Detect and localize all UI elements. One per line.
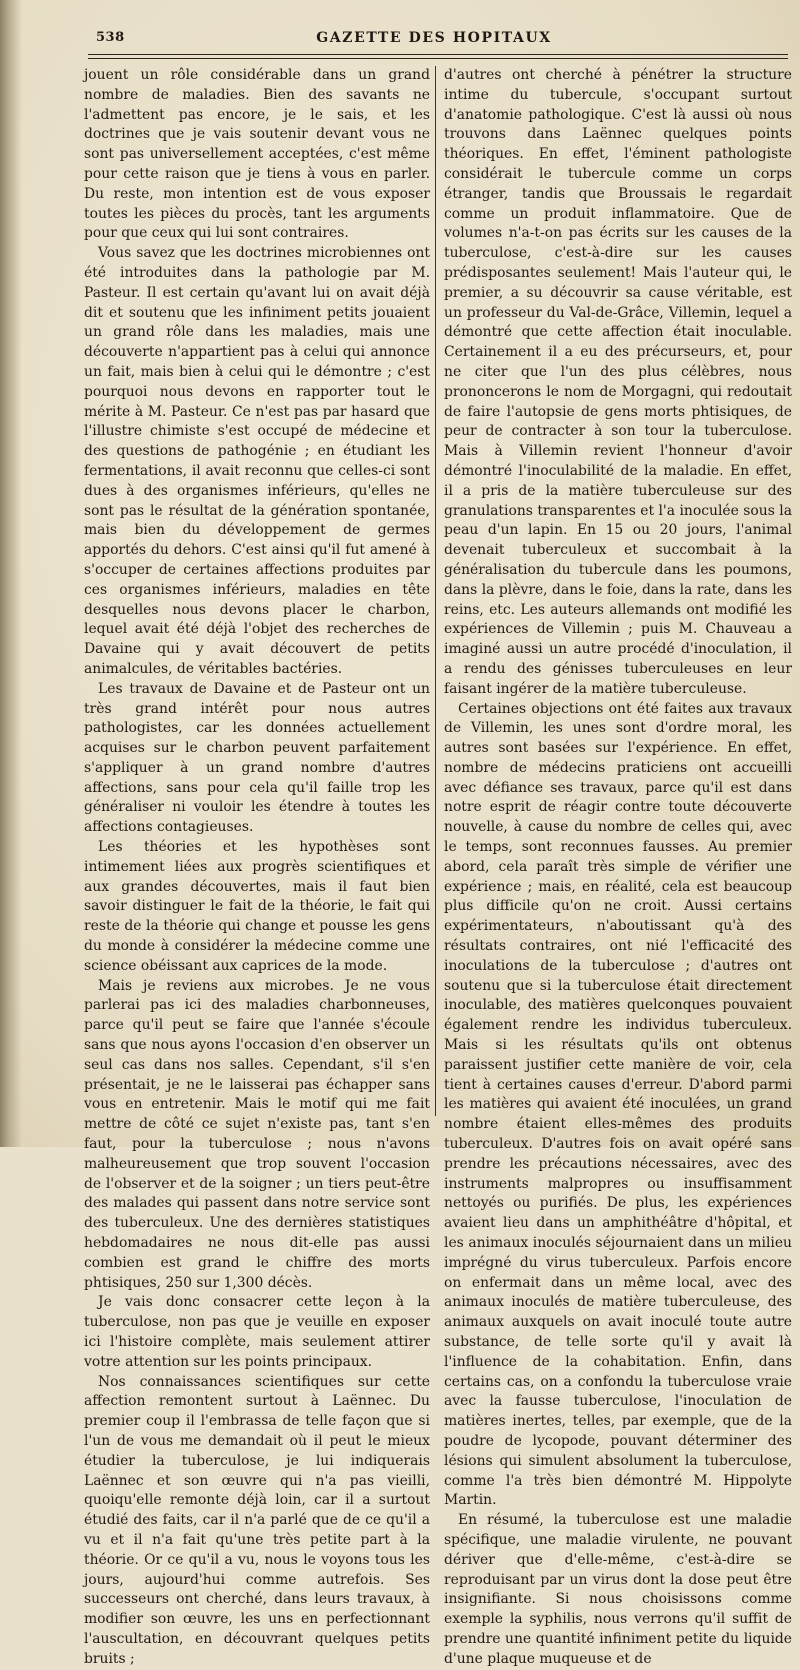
- paragraph: d'autres ont cherché à pénétrer la structure intime du tubercule, s'occupant surtout d'anatomie pathologique. C'est là aussi où nous trouvons dans Laënnec quelques points théoriques. En effet, l'éminent pathologiste considérait le tubercule comme un corps étranger, tandis que Broussais le regardait comme un produit inflammatoire. Que de volumes n'a-t-on pas écrits sur les causes de la tuberculose, c'est-à-dire sur les causes prédisposantes seulement! Mais l'auteur qui, le premier, a su découvrir sa cause véritable, est un professeur du Val-de-Grâce, Villemin, lequel a démontré que cette affection était inoculable. Certainement il a eu des précurseurs, et, pour ne citer que l'un des plus célèbres, nous prononcerons le nom de Morgagni, qui redoutait de faire l'autopsie de gens morts phtisiques, de peur de contracter à son tour la tuberculose. Mais à Villemin revient l'honneur d'avoir démontré l'inoculabilité de la maladie. En effet, il a pris de la matière tuberculeuse sur des granulations transparentes et l'a inoculée sous la peau d'un lapin. En 15 ou 20 jours, l'animal devenait tuberculeux et succombait à la généralisation du tubercule dans les poumons, dans la plèvre, dans le foie, dans la rate, dans les reins, etc. Les auteurs allemands ont modifié les expériences de Villemin ; puis M. Chauveau a imaginé aussi un autre procédé d'inoculation, il a rendu des génisses tuberculeuses en leur faisant ingérer de la matière tuberculeuse.: [444, 67, 792, 697]
- paragraph: jouent un rôle considérable dans un grand nombre de maladies. Bien des savants ne l'admettent pas encore, je le sais, et les doctrines que je vais soutenir devant vous ne sont pas universellement acceptées, c'est même pour cette raison que je tiens à vous en parler. Du reste, mon intention est de vous exposer toutes les pièces du procès, tant les arguments pour que ceux qui lui sont contraires.: [84, 67, 430, 242]
- paragraph: Je vais donc consacrer cette leçon à la tuberculose, non pas que je veuille en exposer ici l'histoire complète, mais seulement attirer votre attention sur les points principaux.: [84, 1294, 430, 1370]
- header-rule: [88, 54, 788, 55]
- column-divider: [435, 66, 436, 1116]
- right-column: [444, 66, 792, 1670]
- paragraph: Les théories et les hypothèses sont intimement liées aux progrès scientifiques et aux grandes découvertes, mais il faut bien savoir distinguer le fait de la théorie, le fait qui reste de la théorie qui change et pousse les gens du monde à considérer la médecine comme une science obéissant aux caprices de la mode.: [84, 839, 430, 974]
- paragraph: En résumé, la tuberculose est une maladie spécifique, une maladie virulente, ne pouvant dériver que d'elle-même, c'est-à-dire se reproduisant par un virus dont la dose peut être insignifiante. Si nous choisissons comme exemple la syphilis, nous verrons qu'il suffit de prendre une quantité infiniment petite du liquide d'une plaque muqueuse et de: [444, 1512, 792, 1667]
- page-number: 538: [96, 30, 125, 45]
- paragraph: Mais je reviens aux microbes. Je ne vous parlerai pas ici des maladies charbonneuses, parce qu'il peut se faire que l'année s'écoule sans que nous ayons l'occasion d'en observer un seul cas dans nos salles. Cependant, s'il s'en présentait, je ne le laisserai pas échapper sans vous en entretenir. Mais le motif qui me fait mettre de côté ce sujet n'existe pas, tant s'en faut, pour la tuberculose ; nous n'avons malheureusement que trop souvent l'occasion de l'observer et de la soigner ; un tiers peut-être des malades qui passent dans notre service sont des tuberculeux. Une des dernières statistiques hebdomadaires ne nous dit-elle pas aussi combien est grand le chiffre des morts phtisiques, 250 sur 1,300 décès.: [84, 977, 430, 1291]
- page-binding-edge: [0, 0, 22, 1147]
- paragraph: Les travaux de Davaine et de Pasteur ont un très grand intérêt pour nous autres pathologistes, car les données actuellement acquises sur le charbon peuvent parfaitement s'appliquer à un grand nombre d'autres affections, sans pour cela qu'il faille trop les généraliser ni vouloir les étendre à toutes les affections contagieuses.: [84, 680, 430, 836]
- left-column: [84, 66, 430, 1670]
- running-title: GAZETTE DES HOPITAUX: [316, 30, 552, 46]
- paragraph: Certaines objections ont été faites aux travaux de Villemin, les unes sont d'ordre moral, les autres sont basées sur l'expérience. En effet, nombre de médecins praticiens ont accueilli avec défiance ses travaux, parce qu'il est dans notre esprit de réagir contre toute découverte nouvelle, à cause du nombre de celles qui, avec le temps, sont reconnues fausses. Au premier abord, cela paraît très simple de vérifier une expérience ; mais, en réalité, cela est beaucoup plus difficile qu'on ne croit. Aussi certains expérimentateurs, n'aboutissant qu'à des résultats contraires, ont nié l'efficacité des inoculations de la tuberculose ; d'autres ont soutenu que si la tuberculose était directement inoculable, des matières quelconques pouvaient également rendre les individus tuberculeux. Mais si les résultats qu'ils ont obtenus paraissent justifier cette manière de voir, cela tient à certaines causes d'erreur. D'abord parmi les matières qui avaient été inoculées, un grand nombre étaient elles-mêmes des produits tuberculeux. D'autres fois on avait opéré sans prendre les précautions nécessaires, avec des instruments malpropres ou insuffisamment nettoyés ou purifiés. De plus, les expériences avaient lieu dans un amphithéâtre d'hôpital, et les animaux inoculés séjournaient dans un milieu imprégné du virus tuberculeux. Parfois encore on enfermait dans un même local, avec des animaux inoculés de matière tuberculeuse, des animaux auxquels on avait inoculé toute autre substance, de telle sorte qu'il y avait là l'influence de la cohabitation. Enfin, dans certains cas, on a confondu la tuberculose vraie avec la fausse tuberculose, l'inoculation de matières inertes, telles, par exemple, que de la poudre de lycopode, pouvant déterminer des lésions qui simulent absolument la tuberculose, comme l'a très bien démontré M. Hippolyte Martin.: [444, 700, 792, 1509]
- page-header: [88, 28, 780, 52]
- paragraph: Vous savez que les doctrines microbiennes ont été introduites dans la pathologie par M. Pasteur. Il est certain qu'avant lui on avait déjà dit et soutenu que les infiniment petits jouaient un grand rôle dans les maladies, mais une découverte n'appartient pas à celui qui annonce un fait, mais bien à celui qui le démontre ; c'est pourquoi nous devons en rapporter tout le mérite à M. Pasteur. Ce n'est pas par hasard que l'illustre chimiste s'est occupé de médecine et des questions de pathogénie ; en étudiant les fermentations, il avait reconnu que celles-ci sont dues à des organismes inférieurs, qu'elles ne sont pas le résultat de la génération spontanée, mais bien du développement de germes apportés du dehors. C'est ainsi qu'il fut amené à s'occuper de certaines affections produites par ces organismes inférieurs, maladies en tête desquelles nous devons placer le charbon, lequel avait été déjà l'objet des recherches de Davaine qui y avait découvert de petits animalcules, de véritables bactéries.: [84, 245, 430, 677]
- header-rule-thin: [88, 58, 788, 59]
- paragraph: Nos connaissances scientifiques sur cette affection remontent surtout à Laënnec. Du premier coup il l'embrassa de telle façon que si l'un de vous me demandait où il peut le mieux étudier la tuberculose, je lui indiquerais Laënnec et son œuvre qui n'a pas vieilli, quoiqu'elle remonte déjà loin, car il a surtout étudié des faits, car il n'a parlé que de ce qu'il a vu et il n'a fait qu'une très petite part à la théorie. Or ce qu'il a vu, nous le voyons tous les jours, aujourd'hui comme autrefois. Ses successeurs ont cherché, dans leurs travaux, à modifier son œuvre, les uns en perfectionnant l'auscultation, en découvrant quelques petits bruits ;: [84, 1373, 430, 1667]
